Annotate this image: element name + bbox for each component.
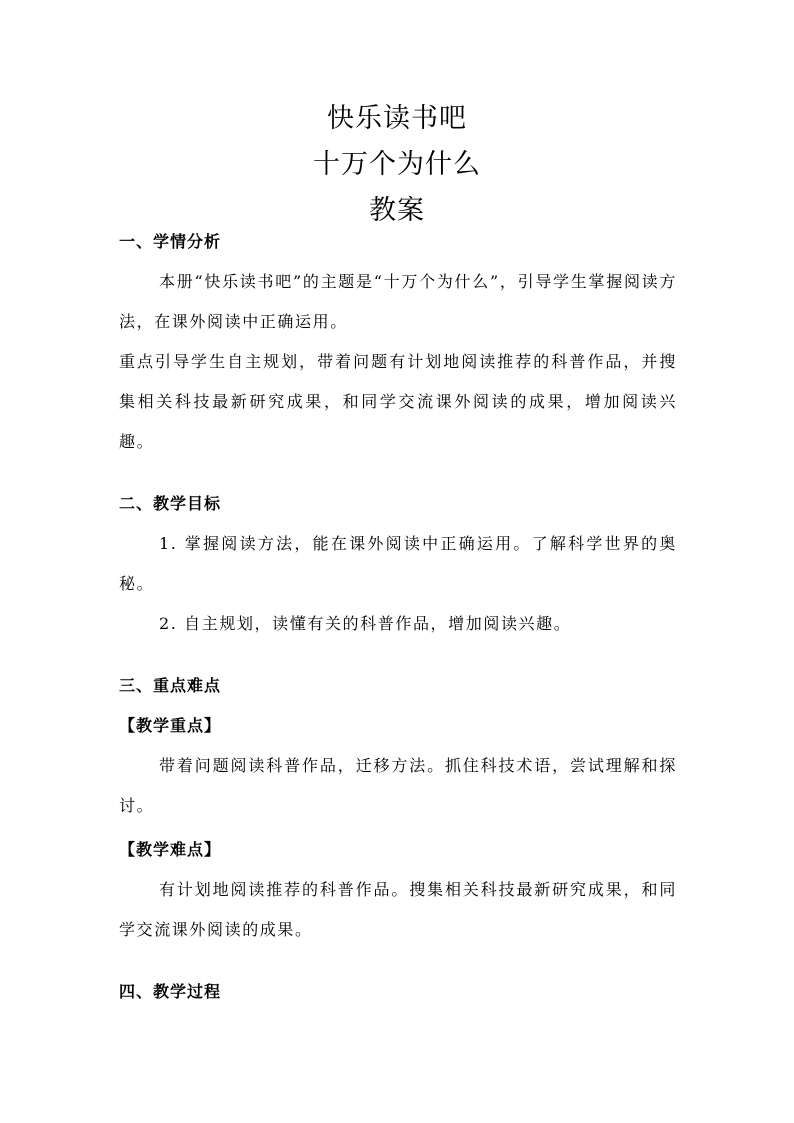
analysis-paragraph-1: 本册“快乐读书吧”的主题是“十万个为什么”，引导学生掌握阅读方法，在课外阅读中正确运用。: [119, 272, 677, 331]
title-line-3: 教案: [369, 195, 425, 226]
objective-item-1: 1. 掌握阅读方法，能在课外阅读中正确运用。了解科学世界的奥秘。: [119, 534, 677, 593]
title-line-1: 快乐读书吧: [327, 103, 467, 134]
section-heading-key-points: 三、重点难点: [119, 676, 222, 695]
difficulty-label: 【教学难点】: [119, 840, 222, 859]
section-heading-process: 四、教学过程: [119, 982, 222, 1001]
key-point-label: 【教学重点】: [119, 716, 222, 735]
analysis-paragraph-2: 重点引导学生自主规划，带着问题有计划地阅读推荐的科普作品，并搜集相关科技最新研究成果，和同学交流课外阅读的成果，增加阅读兴趣。: [119, 352, 677, 451]
title-line-2: 十万个为什么: [313, 149, 481, 180]
document-title: [0, 96, 794, 234]
difficulty-text: 有计划地阅读推荐的科普作品。搜集相关科技最新研究成果，和同学交流课外阅读的成果。: [119, 880, 677, 939]
objective-item-2: 2. 自主规划，读懂有关的科普作品，增加阅读兴趣。: [159, 614, 572, 633]
section-heading-objectives: 二、教学目标: [119, 494, 222, 513]
key-point-text: 带着问题阅读科普作品，迁移方法。抓住科技术语，尝试理解和探讨。: [119, 756, 677, 815]
section-heading-analysis: 一、学情分析: [119, 232, 222, 251]
document-body: [119, 222, 677, 1012]
